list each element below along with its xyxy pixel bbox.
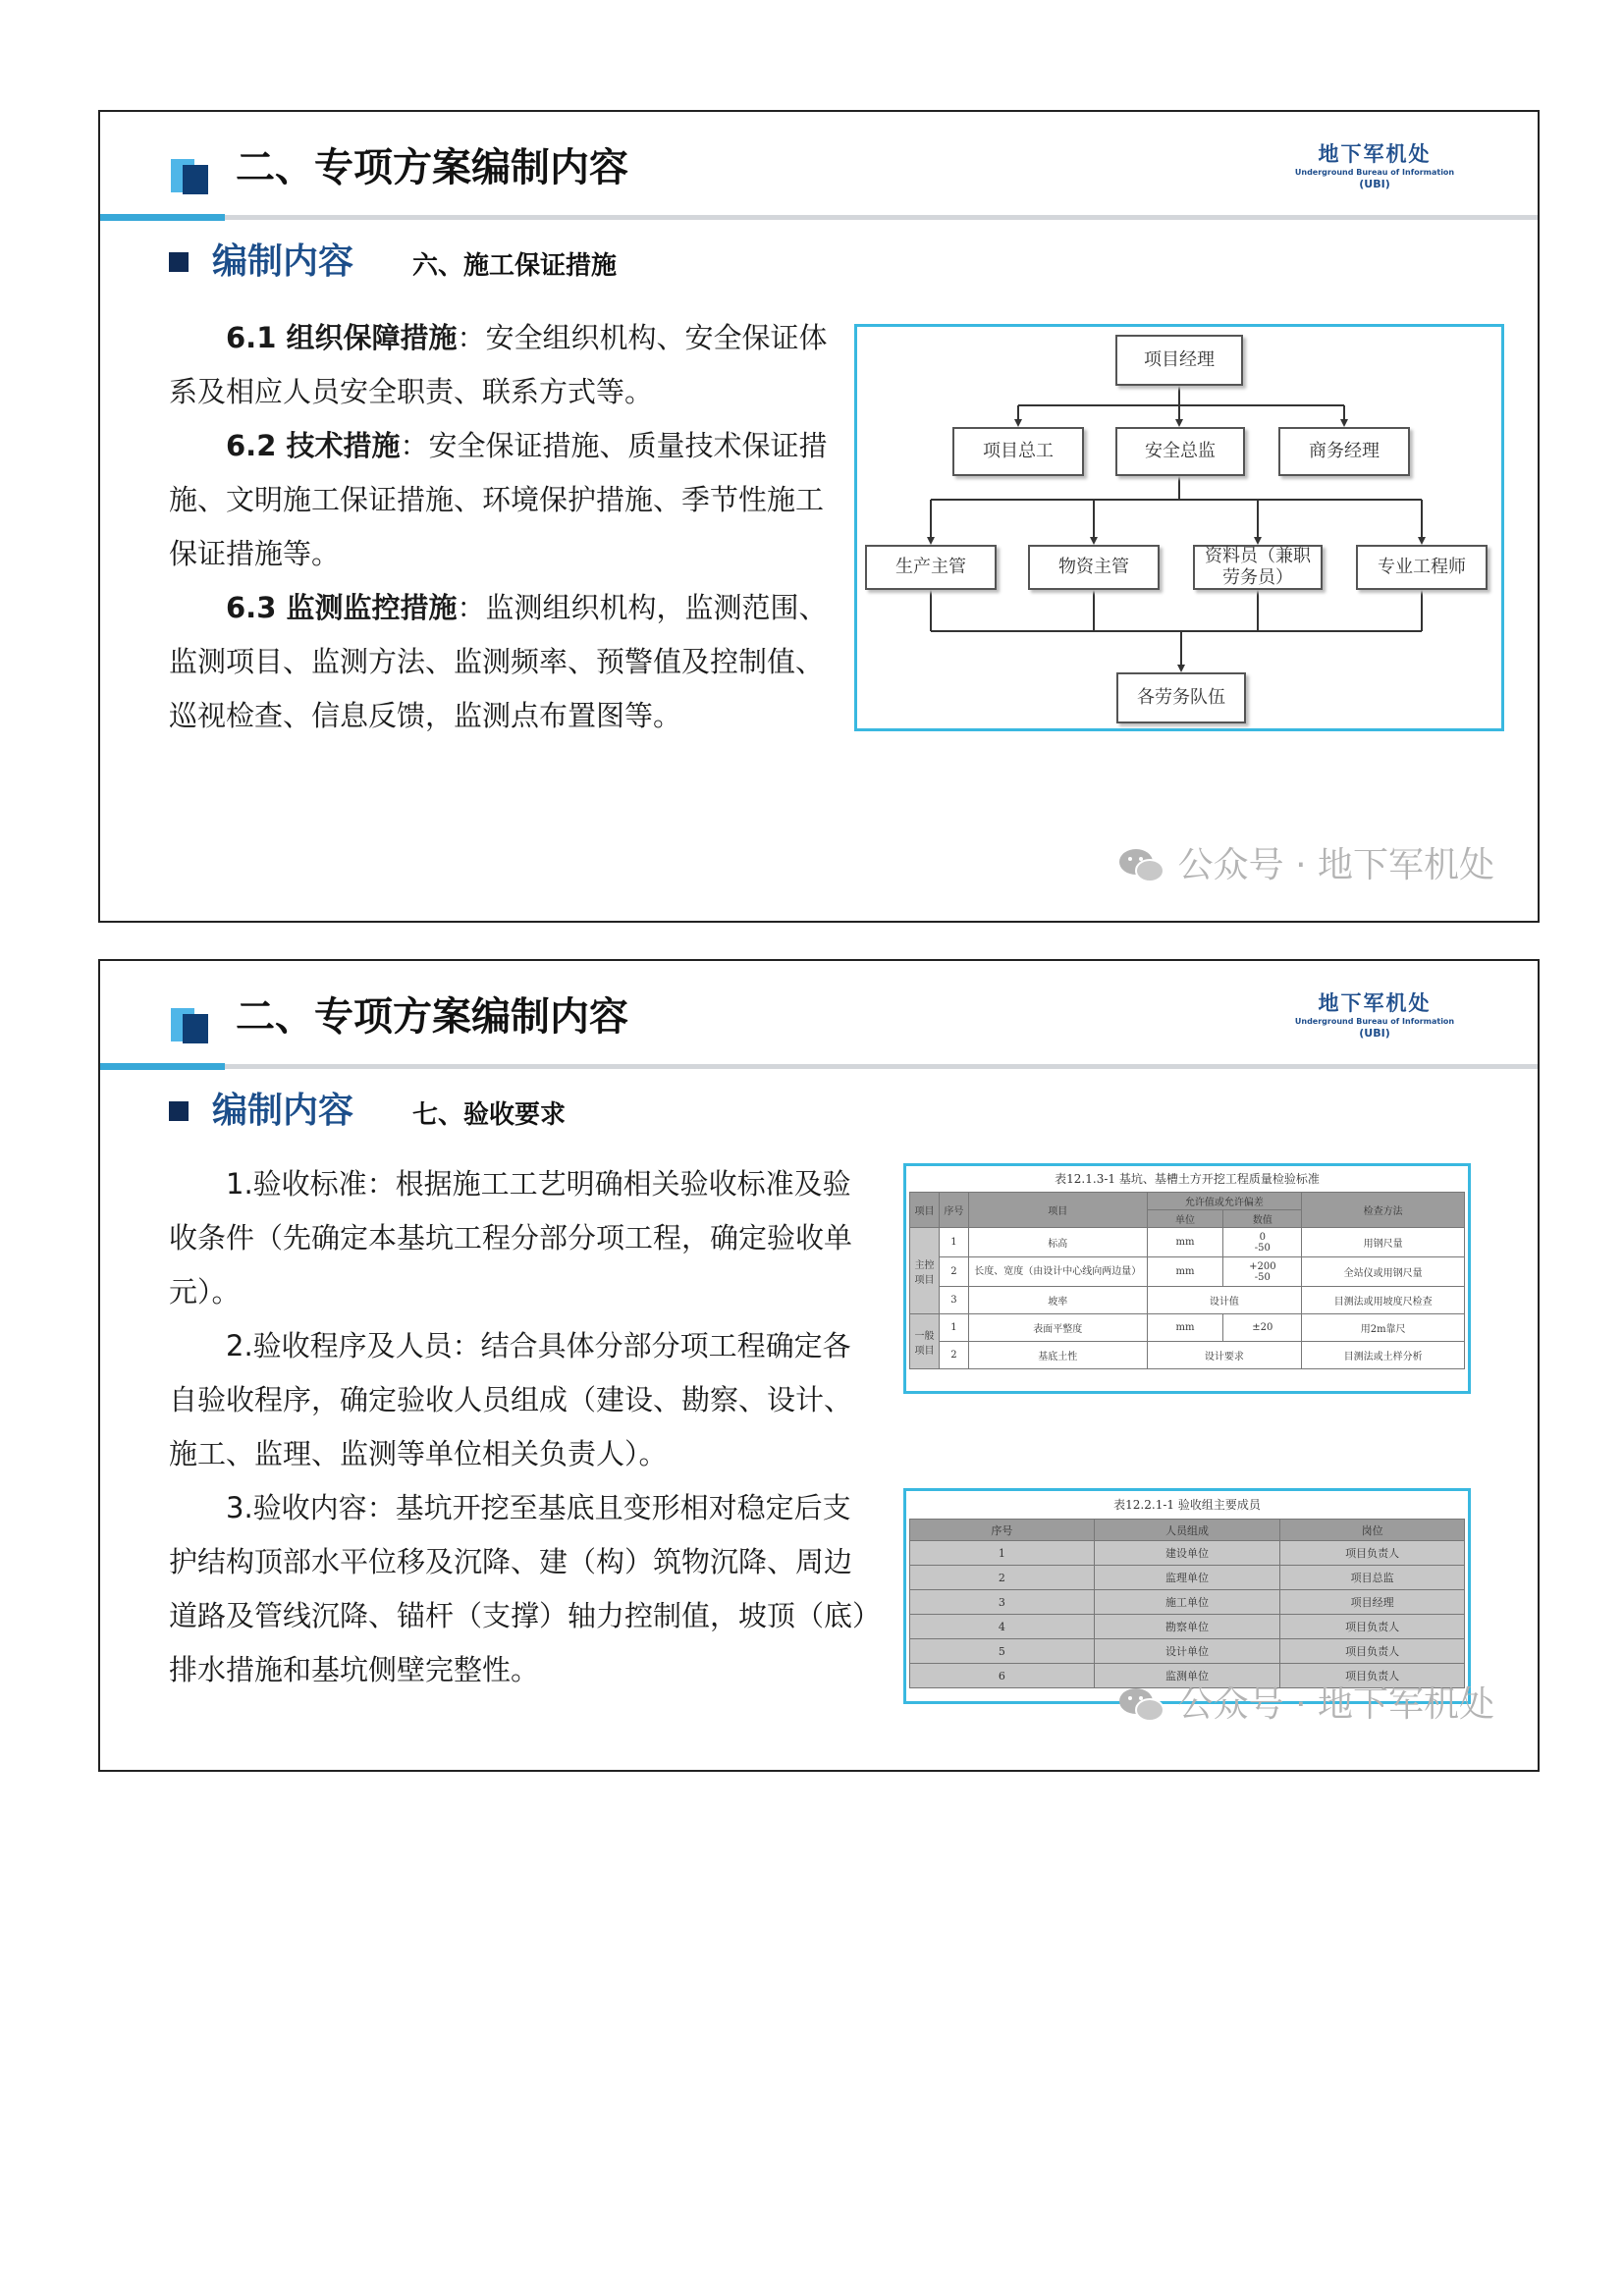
header-square-icon-dark xyxy=(183,165,208,194)
logo-abbr-text: (UBI) xyxy=(1359,1027,1390,1040)
section-subtitle: 七、验收要求 xyxy=(412,1100,567,1130)
th-tolerance: 允许值或允许偏差 xyxy=(1147,1193,1302,1210)
quality-standard-table xyxy=(903,1163,1471,1394)
table-cell: 项目总监 xyxy=(1280,1566,1465,1590)
paragraph-acceptance-content: 3.验收内容：基坑开挖至基底且变形相对稳定后支护结构顶部水平位移及沉降、建（构）筑物沉降、周边道路及管线沉降、锚杆（支撑）轴力控制值，坡顶（底）排水措施和基坑侧壁完整性。 xyxy=(169,1491,867,1686)
th-method: 检查方法 xyxy=(1302,1193,1465,1228)
table-cell: 用钢尺量 xyxy=(1302,1228,1465,1257)
table-cell: 项目负责人 xyxy=(1280,1541,1465,1566)
table-cell: ±20 xyxy=(1223,1314,1302,1342)
paragraph-label: 6.2 技术措施 xyxy=(226,429,401,462)
table-cell: 目测法或用坡度尺检查 xyxy=(1302,1287,1465,1314)
table-cell: 坡率 xyxy=(968,1287,1147,1314)
org-node-labor-teams: 各劳务队伍 xyxy=(1116,672,1246,723)
org-node-level3: 生产主管 xyxy=(865,545,997,590)
section-bullet-icon xyxy=(169,1101,189,1121)
quality-table xyxy=(909,1192,1465,1369)
paragraph-label: 6.3 监测监控措施 xyxy=(226,591,458,624)
paragraph-text: ：安全保证措施、质量技术保证措施、文明施工保证措施、环境保护措施、季节性施工保证措施等。 xyxy=(169,429,828,570)
members-table xyxy=(909,1519,1465,1688)
logo-cn-text: 地下军机处 xyxy=(1318,990,1432,1015)
table-cell: 2 xyxy=(939,1342,968,1369)
header-rule xyxy=(225,215,1538,220)
table-cell: mm xyxy=(1147,1228,1223,1257)
table-cell: 建设单位 xyxy=(1094,1541,1280,1566)
slide-acceptance-requirements xyxy=(98,959,1540,1772)
section-bullet-icon xyxy=(169,252,189,272)
th-unit: 单位 xyxy=(1147,1210,1223,1228)
table-cell: 1 xyxy=(910,1541,1095,1566)
table-cell: 长度、宽度（由设计中心线向两边量） xyxy=(968,1257,1147,1287)
table-cell: 设计值 xyxy=(1147,1287,1302,1314)
th-position: 岗位 xyxy=(1280,1520,1465,1541)
logo-en-text: Underground Bureau of Information xyxy=(1294,168,1455,177)
th-members: 人员组成 xyxy=(1094,1520,1280,1541)
table-cell: 0 -50 xyxy=(1223,1228,1302,1257)
acceptance-text xyxy=(169,1157,874,1697)
watermark-text: 公众号 · 地下军机处 xyxy=(1177,1684,1494,1725)
paragraph-label: 6.1 组织保障措施 xyxy=(226,321,458,354)
paragraph-6-2 xyxy=(169,419,837,581)
group-general: 一般项目 xyxy=(910,1314,940,1369)
org-chart xyxy=(854,324,1504,731)
org-node-project-manager: 项目经理 xyxy=(1115,335,1243,386)
ubi-logo xyxy=(1276,990,1473,1040)
paragraph-acceptance-procedure: 2.验收程序及人员：结合具体分部分项工程确定各自验收程序，确定验收人员组成（建设、勘察、设计、施工、监理、监测等单位相关负责人）。 xyxy=(169,1329,853,1470)
table-cell: 设计要求 xyxy=(1147,1342,1302,1369)
table-cell: mm xyxy=(1147,1257,1223,1287)
org-node-level2: 商务经理 xyxy=(1278,427,1410,476)
paragraph-text: ：安全组织机构、安全保证体系及相应人员安全职责、联系方式等。 xyxy=(169,321,828,408)
org-node-level3: 物资主管 xyxy=(1028,545,1160,590)
org-node-level3: 资料员（兼职劳务员） xyxy=(1193,545,1323,590)
table-cell: 项目负责人 xyxy=(1280,1639,1465,1664)
table-cell: 用2m靠尺 xyxy=(1302,1314,1465,1342)
table-cell: 监理单位 xyxy=(1094,1566,1280,1590)
th-no: 序号 xyxy=(910,1520,1095,1541)
logo-cn-text: 地下军机处 xyxy=(1318,141,1432,166)
watermark-text: 公众号 · 地下军机处 xyxy=(1177,845,1494,885)
table-cell: 3 xyxy=(910,1590,1095,1615)
th-group: 项目 xyxy=(910,1193,940,1228)
logo-abbr-text: (UBI) xyxy=(1359,178,1390,190)
paragraph-acceptance-standard: 1.验收标准：根据施工工艺明确相关验收标准及验收条件（先确定本基坑工程分部分项工程，确定验收单元）。 xyxy=(169,1167,853,1308)
table-cell: 设计单位 xyxy=(1094,1639,1280,1664)
header-rule-accent xyxy=(100,214,225,221)
table-caption: 表12.1.3-1 基坑、基槽土方开挖工程质量检验标准 xyxy=(1055,1172,1320,1186)
table-cell: 项目负责人 xyxy=(1280,1664,1465,1688)
header-rule-accent xyxy=(100,1063,225,1070)
paragraph-6-3 xyxy=(169,581,837,743)
table-cell: 标高 xyxy=(968,1228,1147,1257)
slide-construction-measures xyxy=(98,110,1540,923)
slide-title: 二、专项方案编制内容 xyxy=(236,145,628,190)
table-cell: 1 xyxy=(939,1314,968,1342)
logo-en-text: Underground Bureau of Information xyxy=(1294,1017,1455,1026)
table-cell: 全站仪或用钢尺量 xyxy=(1302,1257,1465,1287)
group-main-control: 主控项目 xyxy=(910,1228,940,1314)
table-cell: 勘察单位 xyxy=(1094,1615,1280,1639)
section-title: 编制内容 xyxy=(212,1091,354,1131)
wechat-icon xyxy=(1117,847,1166,884)
table-cell: 5 xyxy=(910,1639,1095,1664)
watermark xyxy=(1117,844,1494,887)
table-cell: 项目经理 xyxy=(1280,1590,1465,1615)
table-cell: mm xyxy=(1147,1314,1223,1342)
paragraph-text: ：监测组织机构，监测范围、监测项目、监测方法、监测频率、预警值及控制值、巡视检查、信息反馈，监测点布置图等。 xyxy=(169,591,828,732)
org-node-level3: 专业工程师 xyxy=(1356,545,1488,590)
table-cell: 目测法或土样分析 xyxy=(1302,1342,1465,1369)
th-no: 序号 xyxy=(939,1193,968,1228)
ubi-logo xyxy=(1276,141,1473,190)
table-cell: 施工单位 xyxy=(1094,1590,1280,1615)
table-cell: 项目负责人 xyxy=(1280,1615,1465,1639)
table-caption: 表12.2.1-1 验收组主要成员 xyxy=(1113,1498,1261,1512)
table-cell: 监测单位 xyxy=(1094,1664,1280,1688)
wechat-icon xyxy=(1117,1686,1166,1724)
org-node-level2: 项目总工 xyxy=(952,427,1084,476)
table-cell: 表面平整度 xyxy=(968,1314,1147,1342)
th-item: 项目 xyxy=(968,1193,1147,1228)
table-cell: 6 xyxy=(910,1664,1095,1688)
acceptance-members-table xyxy=(903,1488,1471,1704)
org-chart-connectors xyxy=(857,327,1501,728)
header-rule xyxy=(225,1064,1538,1069)
table-cell: 基底土性 xyxy=(968,1342,1147,1369)
table-cell: 4 xyxy=(910,1615,1095,1639)
slide-title: 二、专项方案编制内容 xyxy=(236,994,628,1040)
table-cell: 2 xyxy=(910,1566,1095,1590)
table-cell: 2 xyxy=(939,1257,968,1287)
table-cell: 1 xyxy=(939,1228,968,1257)
header-square-icon-dark xyxy=(183,1014,208,1043)
section-subtitle: 六、施工保证措施 xyxy=(412,251,618,281)
th-value: 数值 xyxy=(1223,1210,1302,1228)
org-node-level2: 安全总监 xyxy=(1115,427,1245,476)
table-cell: +200 -50 xyxy=(1223,1257,1302,1287)
measures-text xyxy=(169,311,837,743)
section-title: 编制内容 xyxy=(212,241,354,282)
table-cell: 3 xyxy=(939,1287,968,1314)
paragraph-6-1 xyxy=(169,311,837,419)
watermark xyxy=(1117,1683,1494,1727)
